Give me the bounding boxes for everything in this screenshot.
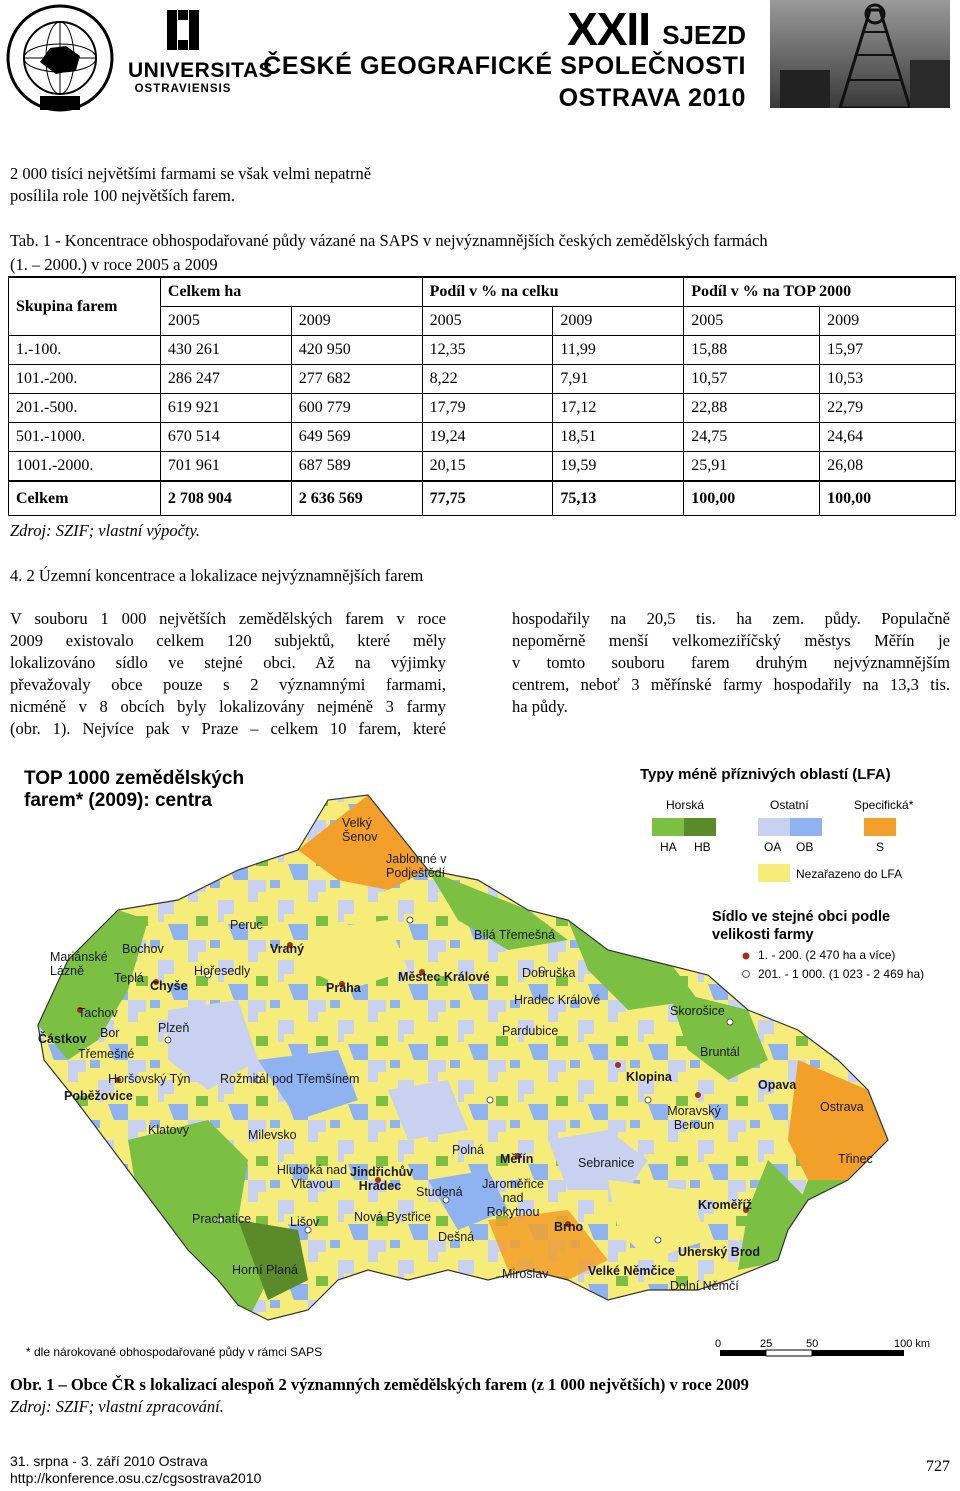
place-label: Dolní Němčí	[670, 1279, 739, 1293]
place-label: Městec Králové	[398, 970, 490, 984]
place-label: Třemešné	[78, 1047, 135, 1061]
figure-source: Zdroj: SZIF; vlastní zpracování.	[10, 1397, 224, 1416]
legend-code: HB	[694, 840, 711, 854]
text-line: nepoměrně menší velkomeziříčský městys Měřín je	[512, 631, 950, 650]
page-number: 727	[926, 1458, 950, 1475]
column-group-header: Podíl v % na celku	[422, 277, 684, 307]
table-cell: 8,22	[422, 365, 553, 394]
scale-label: 100 km	[894, 1338, 931, 1350]
text-line: ha půdy.	[512, 697, 568, 716]
scale-bar-segment	[720, 1350, 766, 1356]
row-label: 501.-1000.	[9, 423, 161, 452]
table-cell: 649 569	[291, 423, 422, 452]
section-heading: 4. 2 Územní koncentrace a lokalizace nejvýznamnějších farem	[10, 566, 424, 585]
legend-swatch-OB	[790, 818, 822, 836]
intro-line: posílila role 100 největších farem.	[10, 186, 235, 205]
table-cell: 15,88	[684, 336, 820, 365]
text-line: lokalizováno sídlo ve stejné obci. Až na výjimky	[10, 653, 446, 672]
table-cell: 22,79	[820, 394, 956, 423]
place-label: Měřín	[500, 1152, 534, 1166]
czech-lfa-map	[8, 760, 956, 1365]
text-line: 2009 existovalo celkem 120 subjektů, které měly	[10, 631, 446, 650]
footer-date-place: 31. srpna - 3. září 2010 Ostrava	[10, 1453, 208, 1469]
place-label: Lišov	[290, 1215, 320, 1229]
table-cell: 24,64	[820, 423, 956, 452]
table-cell: 15,97	[820, 336, 956, 365]
table-cell: 19,24	[422, 423, 553, 452]
table-cell: 75,13	[553, 481, 684, 516]
row-label: 101.-200.	[9, 365, 161, 394]
place-label: Skorošice	[670, 1004, 725, 1018]
place-label: Bochov	[122, 942, 164, 956]
table-row	[9, 452, 956, 482]
table-cell: 2 708 904	[160, 481, 291, 516]
legend-sidlo-small: 201. - 1 000. (1 023 - 2 469 ha)	[758, 967, 925, 981]
university-subname: OSTRAVIENSIS	[134, 83, 232, 95]
scale-label: 50	[806, 1338, 819, 1350]
place-label: Třinec	[838, 1152, 873, 1166]
place-label: Mariánské Lázně	[50, 950, 108, 978]
row-label: Celkem	[9, 481, 161, 516]
group-header: Skupina farem	[9, 277, 161, 336]
table-cell: 701 961	[160, 452, 291, 482]
intro-paragraph	[10, 163, 950, 207]
table-row	[9, 423, 956, 452]
place-label: Polná	[452, 1143, 484, 1157]
table-cell: 277 682	[291, 365, 422, 394]
legend-code: S	[876, 840, 885, 854]
year-header: 2005	[422, 307, 553, 336]
sidlo-legend-title	[712, 908, 890, 944]
legend-code: HA	[660, 840, 677, 854]
table-cell: 600 779	[291, 394, 422, 423]
table-caption-line: Tab. 1 - Koncentrace obhospodařované půdy vázané na SAPS v nejvýznamnějších českých zemědělských farmách	[10, 231, 768, 250]
place-label: Tachov	[78, 1006, 118, 1020]
table-header-row	[9, 277, 956, 307]
column-group-header: Podíl v % na TOP 2000	[684, 277, 956, 307]
place-label: Chyše	[150, 979, 188, 993]
legend-swatch-HB	[684, 818, 716, 836]
table-row	[9, 394, 956, 423]
table-row	[9, 336, 956, 365]
place-label: Dobruška	[522, 966, 576, 980]
place-label: Prachatice	[192, 1212, 252, 1226]
place-label: Jindřichův Hradec	[350, 1165, 414, 1193]
table-cell: 100,00	[820, 481, 956, 516]
farm-concentration-table	[8, 276, 956, 516]
year-header: 2009	[820, 307, 956, 336]
table-caption-line: (1. – 2000.) v roce 2005 a 2009	[10, 255, 218, 274]
legend-code: OB	[796, 840, 814, 854]
table-cell: 25,91	[684, 452, 820, 482]
map-title-line: TOP 1000 zemědělských	[24, 768, 245, 789]
text-line: centrem, neboť 3 měřínské farmy hospodařily na 13,3 tis.	[512, 675, 950, 694]
place-label: Studená	[416, 1185, 463, 1199]
legend-group-label: Horská	[666, 798, 705, 812]
place-label: Moravský Beroun	[667, 1104, 721, 1132]
map-title	[24, 768, 244, 812]
place-label: Hradec Králové	[514, 993, 601, 1007]
legend-marker-small	[743, 971, 750, 978]
place-label: Velké Němčice	[588, 1264, 675, 1278]
congress-society: ČESKÉ GEOGRAFICKÉ SPOLEČNOSTI	[263, 52, 746, 80]
place-label: Kroměříž	[698, 1198, 753, 1212]
legend-unassigned-label: Nezařazeno do LFA	[796, 867, 903, 881]
place-label: Částkov	[38, 1032, 87, 1046]
legend-swatch-OA	[758, 818, 790, 836]
table-cell: 687 589	[291, 452, 422, 482]
place-label: Ostrava	[820, 1100, 864, 1114]
place-label: Bor	[100, 1026, 120, 1040]
place-label: Teplá	[114, 971, 144, 985]
map-figure	[8, 760, 956, 1365]
legend-code: OA	[764, 840, 782, 854]
table-cell: 10,53	[820, 365, 956, 394]
row-label: 1.-100.	[9, 336, 161, 365]
legend-group-label: Ostatní	[770, 798, 809, 812]
place-label: Uherský Brod	[678, 1245, 760, 1259]
society-seal-logo	[6, 4, 114, 112]
congress-city: OSTRAVA 2010	[558, 84, 746, 112]
table-source: Zdroj: SZIF; vlastní výpočty.	[10, 521, 201, 540]
scale-bar-segment	[766, 1350, 812, 1356]
table-row	[9, 365, 956, 394]
table-total-row	[9, 481, 956, 516]
table-cell: 22,88	[684, 394, 820, 423]
text-line: hospodařily na 20,5 tis. ha zem. půdy. Populačně	[512, 609, 950, 628]
scale-label: 25	[760, 1338, 773, 1350]
university-emblem-icon	[165, 8, 201, 52]
map-title-line: farem* (2009): centra	[24, 790, 212, 811]
place-label: Velký Šenov	[342, 816, 378, 844]
table-cell: 26,08	[820, 452, 956, 482]
place-label: Brno	[554, 1220, 584, 1234]
place-label: Dešná	[438, 1230, 475, 1244]
place-label: Miroslav	[502, 1267, 549, 1281]
sidlo-legend-title-line: velikosti farmy	[712, 927, 814, 943]
congress-word: SJEZD	[662, 20, 746, 50]
table-cell: 19,59	[553, 452, 684, 482]
map-footnote: * dle nárokované obhospodařované půdy v rámci SAPS	[26, 1345, 323, 1359]
scale-label: 0	[715, 1338, 722, 1350]
text-line: (obr. 1). Nejvíce pak v Praze – celkem 10 farem, které	[10, 719, 446, 738]
place-label: Vraný	[270, 942, 305, 956]
legend-group-label: Specifická*	[854, 798, 914, 812]
intro-line: 2 000 tisíci největšími farmami se však velmi nepatrně	[10, 164, 372, 183]
text-column-right	[512, 608, 950, 718]
table-cell: 10,57	[684, 365, 820, 394]
footer-url[interactable]: http://konference.osu.cz/cgsostrava2010	[10, 1470, 262, 1486]
table-cell: 670 514	[160, 423, 291, 452]
legend-swatch-none	[758, 864, 790, 882]
place-label: Nová Bystřice	[354, 1210, 432, 1224]
lfa-legend-title: Typy méně příznivých oblastí (LFA)	[640, 766, 891, 783]
table-cell: 2 636 569	[291, 481, 422, 516]
table-cell: 100,00	[684, 481, 820, 516]
place-label: Horšovský Týn	[108, 1072, 191, 1086]
table-cell: 430 261	[160, 336, 291, 365]
table-caption	[10, 230, 955, 276]
year-header: 2009	[291, 307, 422, 336]
place-label: Rožmitál pod Třemšínem	[220, 1072, 360, 1086]
scale-bar-segment	[812, 1350, 904, 1356]
place-label: Hluboká nad Vltavou	[276, 1163, 348, 1191]
year-header: 2005	[684, 307, 820, 336]
place-label: Peruc	[230, 918, 263, 932]
mine-tower-photo	[770, 0, 950, 108]
place-label: Milevsko	[248, 1128, 297, 1142]
congress-banner	[263, 0, 750, 118]
place-label: Klopina	[626, 1070, 672, 1084]
table-cell: 17,12	[553, 394, 684, 423]
place-label: Poběžovice	[64, 1089, 133, 1103]
table-cell: 17,79	[422, 394, 553, 423]
place-label: Hořesedly	[194, 964, 251, 978]
text-column-left	[10, 608, 446, 740]
text-line: nicméně v 8 obcích byly lokalizovány nejméně 3 farmy	[10, 697, 446, 716]
place-label: Plzeň	[158, 1021, 190, 1035]
place-label: Praha	[326, 981, 361, 995]
legend-swatch-HA	[652, 818, 684, 836]
place-label: Jaroměřice nad Rokytnou	[482, 1177, 544, 1219]
place-label: Sebranice	[578, 1156, 635, 1170]
table-cell: 420 950	[291, 336, 422, 365]
place-label: Jablonné v Podještědí	[386, 852, 447, 880]
page-header	[0, 0, 960, 118]
table-cell: 11,99	[553, 336, 684, 365]
table-cell: 18,51	[553, 423, 684, 452]
place-label: Bílá Třemešná	[474, 928, 556, 942]
row-label: 1001.-2000.	[9, 452, 161, 482]
congress-number: XXII	[567, 3, 650, 55]
legend-sidlo-large: 1. - 200. (2 470 ha a více)	[758, 948, 896, 962]
place-label: Pardubice	[502, 1024, 559, 1038]
university-name: UNIVERSITAS	[128, 59, 274, 82]
figure-caption: Obr. 1 – Obce ČR s lokalizací alespoň 2 významných zemědělských farem (z 1 000 největších) v roce 2009	[10, 1375, 749, 1394]
table-cell: 619 921	[160, 394, 291, 423]
place-label: Horní Planá	[232, 1263, 299, 1277]
text-line: v tomto souboru farem druhým nejvýznamnějším	[512, 653, 950, 672]
legend-swatch-S	[864, 818, 896, 836]
table-cell: 77,75	[422, 481, 553, 516]
place-label: Klatovy	[148, 1123, 189, 1137]
year-header: 2009	[553, 307, 684, 336]
page-footer	[10, 1453, 261, 1487]
table-cell: 24,75	[684, 423, 820, 452]
column-group-header: Celkem ha	[160, 277, 422, 307]
table-cell: 12,35	[422, 336, 553, 365]
university-logo	[128, 8, 274, 108]
text-line: V souboru 1 000 největších zemědělských farem v roce	[10, 609, 446, 628]
year-header: 2005	[160, 307, 291, 336]
place-label: Opava	[758, 1078, 797, 1092]
place-label: Bruntál	[700, 1045, 740, 1059]
text-line: převažovaly obce pouze s 2 významnými farmami,	[10, 675, 446, 694]
table-cell: 286 247	[160, 365, 291, 394]
table-cell: 7,91	[553, 365, 684, 394]
sidlo-legend-title-line: Sídlo ve stejné obci podle	[712, 909, 891, 925]
table-cell: 20,15	[422, 452, 553, 482]
legend-marker-large	[743, 953, 750, 960]
row-label: 201.-500.	[9, 394, 161, 423]
